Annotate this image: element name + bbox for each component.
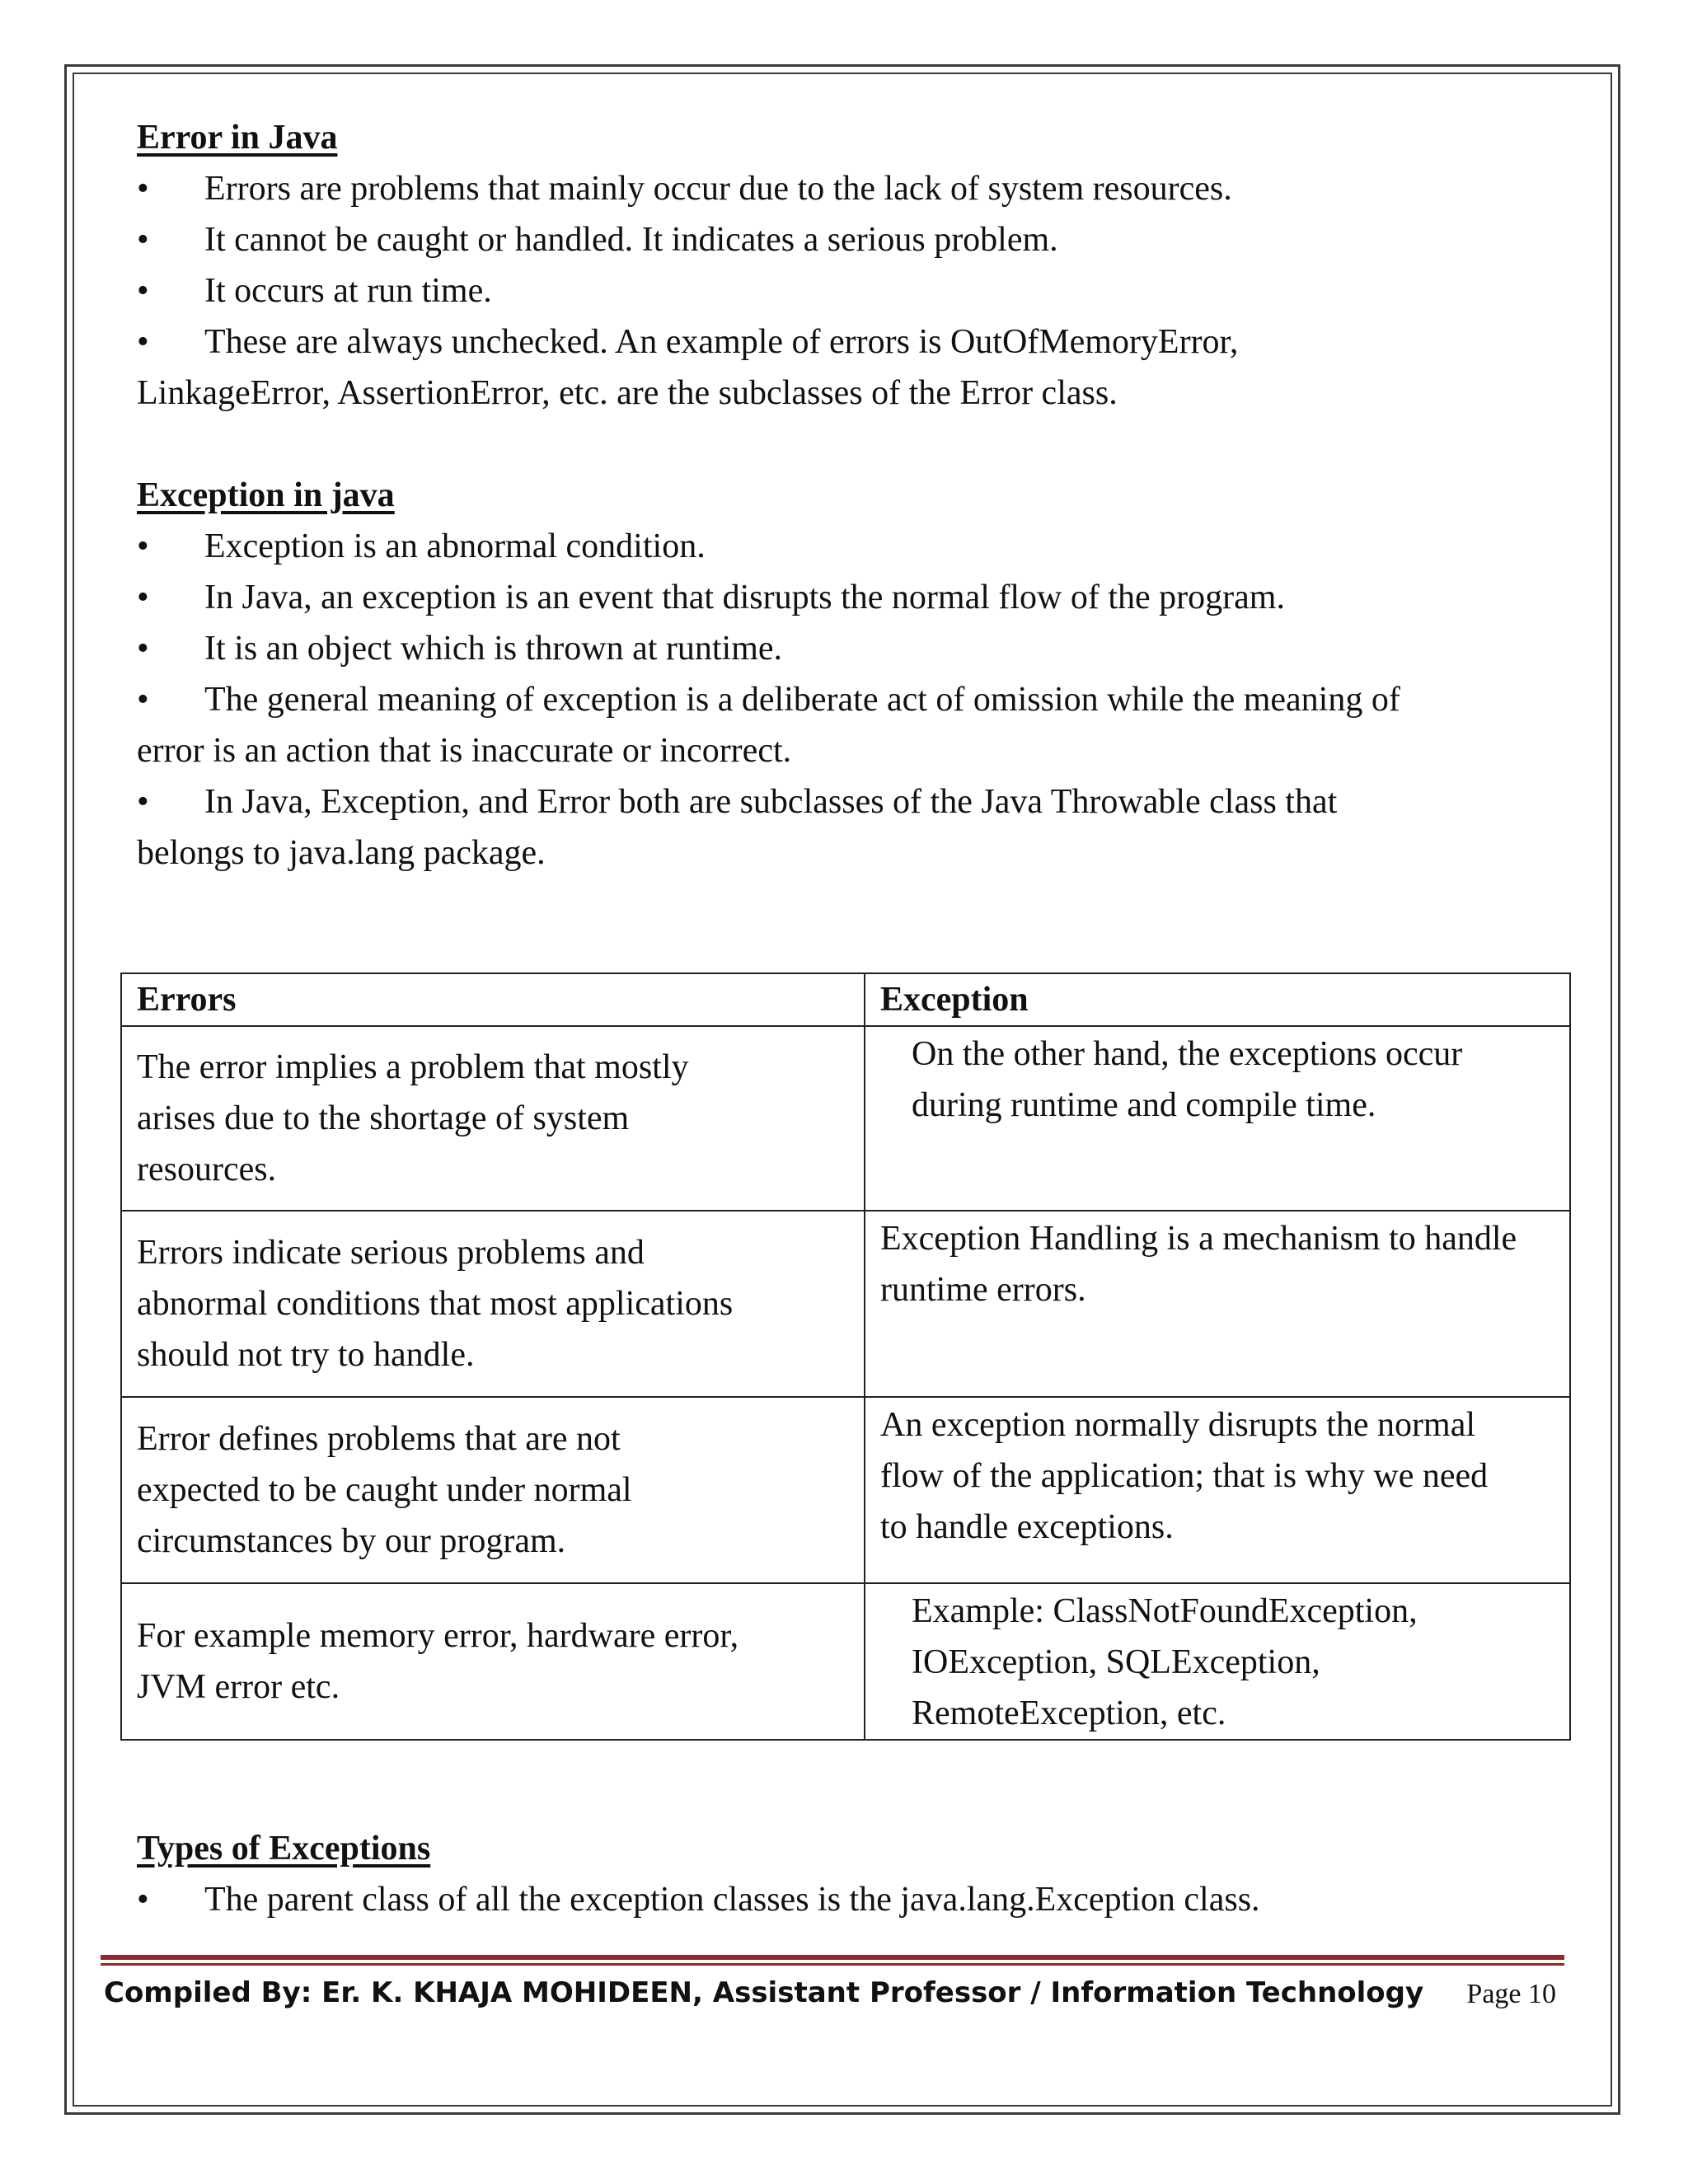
main-content [137,112,1571,879]
error-section-heading: Error in Java [137,119,338,157]
types-section-heading: Types of Exceptions [137,1830,431,1868]
table-cell-errors: The error implies a problem that mostly arises due to the shortage of system resources. [121,1026,865,1211]
list-item: • These are always unchecked. An example of errors is OutOfMemoryError, [137,316,1571,368]
bullet-icon: • [137,630,149,668]
list-item: • It is an object which is thrown at runtime. [137,623,1571,674]
bullet-icon: • [137,1881,149,1919]
errors-vs-exception-table [120,972,1571,1741]
list-item: • The parent class of all the exception classes is the java.lang.Exception class. [137,1874,1571,1925]
bullet-icon: • [137,681,149,719]
list-item: • Exception is an abnormal condition. [137,521,1571,572]
table-row [121,1211,1570,1397]
exception-section-heading: Exception in java [137,476,395,514]
bullet-icon: • [137,783,149,821]
footer-compiled-by: Compiled By: Er. K. KHAJA MOHIDEEN, Assistant Professor / Information Technology [104,1976,1424,2009]
table-cell-exception: An exception normally disrupts the normal flow of the application; that is why we need to handle exceptions. [865,1397,1570,1583]
list-item: • In Java, an exception is an event that disrupts the normal flow of the program. [137,572,1571,623]
table-cell-exception: Example: ClassNotFoundException, IOException, SQLException, RemoteException, etc. [865,1583,1570,1740]
table-cell-errors: Errors indicate serious problems and abnormal conditions that most applications should not try to handle. [121,1211,865,1397]
bullet-icon: • [137,579,149,616]
list-item-continuation: belongs to java.lang package. [137,834,546,872]
bullet-icon: • [137,527,149,565]
list-item-continuation: LinkageError, AssertionError, etc. are the subclasses of the Error class. [137,374,1118,412]
table-header-row [121,973,1570,1026]
bullet-icon: • [137,221,149,259]
spacer [137,419,1571,470]
list-item: • It occurs at run time. [137,265,1571,316]
table-row [121,1397,1570,1583]
table-row [121,1026,1570,1211]
page-number: Page 10 [1466,1979,1556,2009]
list-item: • In Java, Exception, and Error both are subclasses of the Java Throwable class that [137,776,1571,827]
table-cell-errors: For example memory error, hardware error, JVM error etc. [121,1583,865,1740]
list-item: • It cannot be caught or handled. It indicates a serious problem. [137,214,1571,265]
bullet-icon: • [137,323,149,361]
footer-rule-thin [101,1963,1564,1966]
bullet-icon: • [137,272,149,310]
table-cell-exception: On the other hand, the exceptions occur during runtime and compile time. [865,1026,1570,1211]
table-header-errors: Errors [121,973,865,1026]
table-cell-errors: Error defines problems that are not expected to be caught under normal circumstances by our program. [121,1397,865,1583]
table-row [121,1583,1570,1740]
list-item: • Errors are problems that mainly occur due to the lack of system resources. [137,163,1571,214]
table-cell-exception: Exception Handling is a mechanism to handle runtime errors. [865,1211,1570,1397]
bullet-icon: • [137,170,149,208]
list-item-continuation: error is an action that is inaccurate or incorrect. [137,732,792,770]
types-section [137,1823,1571,1925]
list-item: • The general meaning of exception is a deliberate act of omission while the meaning of [137,674,1571,725]
footer-rule-thick [101,1955,1564,1960]
table-header-exception: Exception [865,973,1570,1026]
